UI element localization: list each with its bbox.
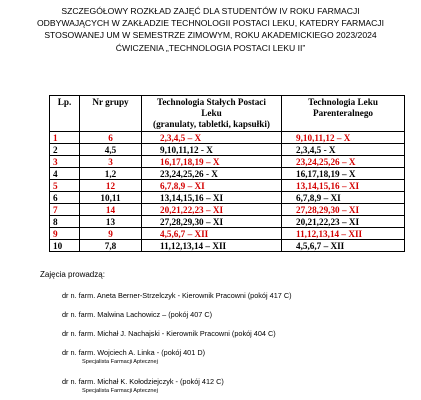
header-line: STOSOWANEJ UM W SEMESTRZE ZIMOWYM, ROKU AKADEMICKIEGO 2023/2024	[44, 30, 377, 41]
cell-parenteral: 9,10,11,12 – X	[282, 132, 405, 144]
cell-parenteral: 6,7,8,9 – XI	[282, 192, 405, 204]
cell-group: 13	[80, 216, 142, 228]
cell-solid: 23,24,25,26 - X	[142, 168, 282, 180]
instructor-line: dr n. farm. Wojciech A. Linka - (pokój 401 D)	[62, 348, 206, 357]
cell-parenteral: 4,5,6,7 – XII	[282, 240, 405, 252]
cell-group: 12	[80, 180, 142, 192]
cell-group: 1,2	[80, 168, 142, 180]
cell-lp: 6	[50, 192, 80, 204]
document-header	[0, 5, 421, 54]
cell-parenteral: 13,14,15,16 – XI	[282, 180, 405, 192]
table-row	[50, 168, 405, 180]
cell-group: 4,5	[80, 144, 142, 156]
cell-solid: 27,28,29,30 – XI	[142, 216, 282, 228]
col-header-parenteral-line2: Parenteralnego	[312, 108, 374, 118]
cell-solid: 20,21,22,23 – XI	[142, 204, 282, 216]
cell-parenteral: 16,17,18,19 – X	[282, 168, 405, 180]
cell-group: 3	[80, 156, 142, 168]
cell-parenteral: 11,12,13,14 – XII	[282, 228, 405, 240]
cell-group: 14	[80, 204, 142, 216]
cell-solid: 16,17,18,19 – X	[142, 156, 282, 168]
cell-lp: 9	[50, 228, 80, 240]
table-header-row	[50, 96, 405, 132]
instructor-line: dr n. farm. Malwina Lachowicz – (pokój 407 C)	[62, 310, 213, 319]
instructors-title: Zajęcia prowadzą:	[40, 270, 105, 279]
table-row	[50, 216, 405, 228]
cell-lp: 4	[50, 168, 80, 180]
cell-group: 10,11	[80, 192, 142, 204]
cell-parenteral: 23,24,25,26 – X	[282, 156, 405, 168]
schedule-table	[49, 95, 405, 252]
col-header-solid	[142, 96, 282, 132]
header-line: ODBYWAJĄCYCH W ZAKŁADZIE TECHNOLOGII POSTACI LEKU, KATEDRY FARMACJI	[37, 18, 384, 29]
cell-solid: 4,5,6,7 – XII	[142, 228, 282, 240]
col-header-parenteral-line1: Technologia Leku	[308, 97, 378, 107]
instructor-note: Specjalista Farmacji Aptecznej	[82, 388, 158, 394]
cell-solid: 13,14,15,16 – XI	[142, 192, 282, 204]
table-row	[50, 180, 405, 192]
cell-parenteral: 2,3,4,5 - X	[282, 144, 405, 156]
cell-group: 7,8	[80, 240, 142, 252]
instructor-line: dr n. farm. Michał K. Kołodziejczyk - (pokój 412 C)	[62, 377, 224, 386]
cell-lp: 10	[50, 240, 80, 252]
cell-parenteral: 20,21,22,23 – XI	[282, 216, 405, 228]
instructor-line: dr n. farm. Aneta Berner-Strzelczyk - Kierownik Pracowni (pokój 417 C)	[62, 291, 292, 300]
instructor-note: Specjalista Farmacji Aptecznej	[82, 359, 158, 365]
col-header-solid-line3: (granulaty, tabletki, kapsułki)	[153, 119, 270, 129]
cell-lp: 7	[50, 204, 80, 216]
table-row	[50, 204, 405, 216]
table-row	[50, 228, 405, 240]
col-header-parenteral	[282, 96, 405, 132]
cell-parenteral: 27,28,29,30 – XI	[282, 204, 405, 216]
cell-lp: 2	[50, 144, 80, 156]
table-row	[50, 132, 405, 144]
cell-solid: 6,7,8,9 – XI	[142, 180, 282, 192]
col-header-group: Nr grupy	[80, 96, 142, 132]
header-line: ĆWICZENIA „TECHNOLOGIA POSTACI LEKU II”	[115, 42, 306, 53]
cell-group: 9	[80, 228, 142, 240]
col-header-lp: Lp.	[50, 96, 80, 132]
cell-lp: 8	[50, 216, 80, 228]
table-row	[50, 144, 405, 156]
table-row	[50, 156, 405, 168]
table-row	[50, 240, 405, 252]
col-header-solid-line2: Leku	[201, 108, 222, 118]
cell-lp: 5	[50, 180, 80, 192]
cell-solid: 11,12,13,14 – XII	[142, 240, 282, 252]
header-line: SZCZEGÓŁOWY ROZKŁAD ZAJĘĆ DLA STUDENTÓW IV ROKU FARMACJI	[61, 6, 360, 16]
cell-lp: 1	[50, 132, 80, 144]
cell-solid: 2,3,4,5 – X	[142, 132, 282, 144]
cell-solid: 9,10,11,12 - X	[142, 144, 282, 156]
cell-lp: 3	[50, 156, 80, 168]
instructor-line: dr n. farm. Michał J. Nachajski - Kierownik Pracowni (pokój 404 C)	[62, 329, 276, 338]
col-header-solid-line1: Technologia Stałych Postaci	[157, 97, 266, 107]
cell-group: 6	[80, 132, 142, 144]
table-row	[50, 192, 405, 204]
